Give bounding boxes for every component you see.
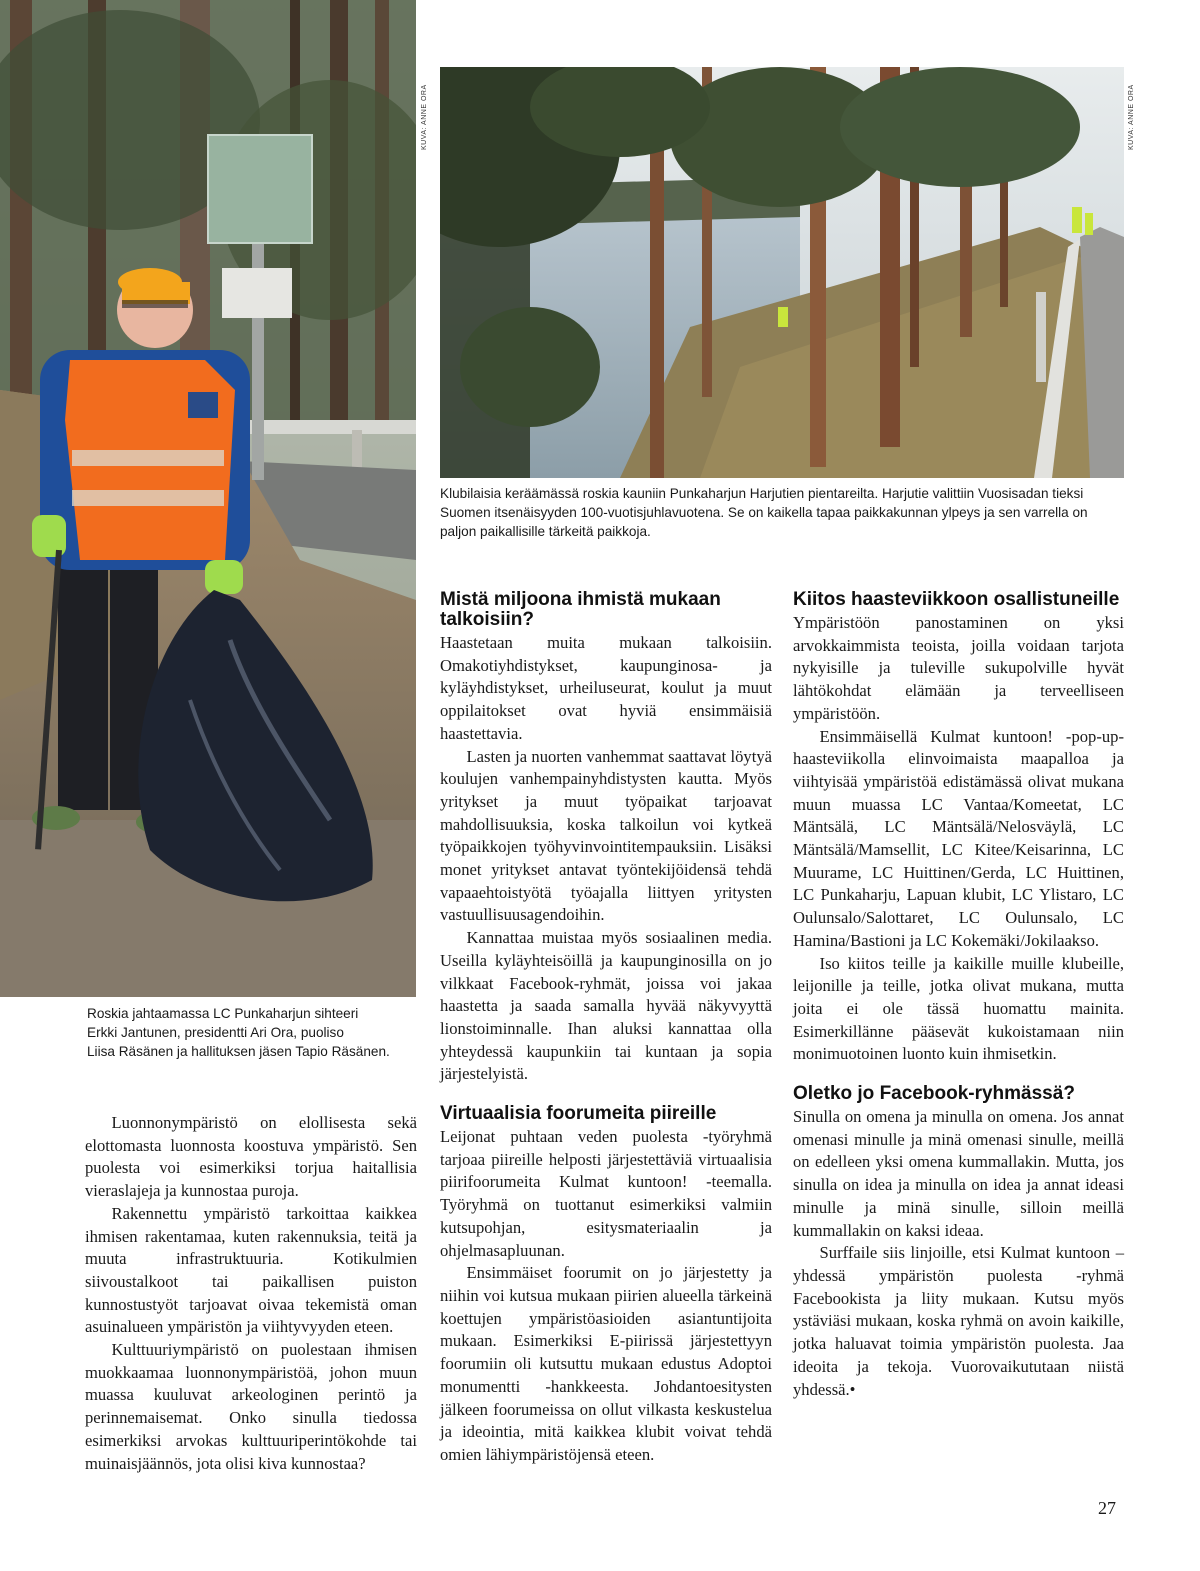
body-paragraph: Ympäristöön panostaminen on yksi arvokkaimmista teoista, joilla voidaan tarjota nykyisille ja tuleville sukupolville hyvät lähtökohdat elämään ja terveelliseen ympäristöön.: [793, 613, 1124, 723]
photo-credit-top: KUVA: ANNE ORA: [421, 84, 428, 150]
body-paragraph: Sinulla on omena ja minulla on omena. Jos annat omenasi minulle ja minä omenasi sinulle, meillä on edelleen yksi omena kummallakin. Mutta, jos sinulla on idea ja minulla on idea ja annat ideasi minulle ja minä sinulle, silloin meillä kummallakin on kaksi ideaa.: [793, 1107, 1124, 1240]
body-paragraph: Haastetaan muita mukaan talkoisiin. Omakotiyhdistykset, kaupunginosa- ja kyläyhdistykset, urheiluseurat, koulut ja muut oppilaitokset ovat hyviä ensimmäisiä haastettavia.: [440, 633, 772, 743]
body-paragraph: Luonnonympäristö on elollisesta sekä elottomasta luonnosta koostuva ympäristö. Sen puolesta voi esimerkiksi torjua haitallisia vieraslajeja ja kunnostaa puroja.: [85, 1113, 417, 1201]
caption-line: Roskia jahtaamassa LC Punkaharjun sihteeri: [87, 1006, 359, 1021]
body-paragraph: Ensimmäiset foorumit on jo järjestetty ja niihin voi kutsua mukaan piirien alueella tärkeinä koettujen ympäristöasioiden asiantuntijoita mukaan. Esimerkiksi E-piirissä järjestettyyn foorumiin oli kutsuttu mukaan edustus Adoptoi monumentti -hankkeesta. Johdantoesitysten jälkeen foorumeissa on ollut vilkasta keskustelua ja ideointia, mitä kaikkea klubit voivat tehdä omien lähiympäristöjensä eteen.: [440, 1263, 772, 1464]
caption-line: paljon paikallisille tärkeitä paikkoja.: [440, 524, 651, 539]
photo-volunteer-illustration: [0, 0, 416, 997]
caption-line: Liisa Räsänen ja hallituksen jäsen Tapio Räsänen.: [87, 1044, 390, 1059]
body-paragraph: Lasten ja nuorten vanhemmat saattavat löytyä koulujen vanhempainyhdistysten kautta. Myös yritykset ja muut työpaikat tarjoavat mahdollisuuksia, koska talkoilun voi kytkeä työpaikkojen työhyvinvointitempauksiin. Lisäksi monet yritykset antavat työntekijöidensä tehdä vapaaehtoistyötä työajalla liittyen yritysten vastuullisuusagendoihin.: [440, 746, 772, 925]
photo-harjutie-roadside: [440, 67, 1124, 478]
photo-volunteer-with-trash-bag: [0, 0, 416, 997]
photo-harjutie-illustration: [440, 67, 1124, 478]
caption-line: Klubilaisia keräämässä roskia kauniin Punkaharjun Harjutien pientareilta. Harjutie valittiin Vuosisadan tieksi: [440, 486, 1084, 501]
left-column: [85, 1112, 417, 1475]
page-number: 27: [1098, 1498, 1116, 1518]
caption-line: Erkki Jantunen, presidentti Ari Ora, puoliso: [87, 1025, 344, 1040]
caption-line: Suomen itsenäisyyden 100-vuotisjuhlavuotena. Se on kaikella tapaa paikkakunnan ylpeys ja sen varrella on: [440, 505, 1088, 520]
section-heading: Mistä miljoona ihmistä mukaan talkoisiin?: [440, 589, 721, 630]
body-paragraph: Rakennettu ympäristö tarkoittaa kaikkea ihmisen rakentamaa, kuten rakennuksia, teitä ja muuta infrastruktuuria. Kotikulmien siivoustalkoot tai paikallisen puiston kunnostustyöt tarjoavat oivaa tekemistä oman asuinalueen ympäristön ja viihtyvyyden eteen.: [85, 1203, 417, 1337]
caption-left-photo: [87, 1004, 390, 1061]
body-paragraph: Ensimmäisellä Kulmat kuntoon! -pop-up-haasteviikolla elinvoimaista maapalloa ja viihtyisää ympäristöä edistämässä olivat mukana muun muassa LC Vantaa/Komeetat, LC Mäntsälä, LC Mäntsälä/Nelosväylä, LC Mäntsälä/Mamsellit, LC Kitee/Keisarinna, LC Muurame, LC Huittinen/Gerda, LC Huittinen, LC Punkaharju, Lapuan klubit, LC Ylistaro, LC Oulunsalo/Salottaret, LC Oulunsalo, LC Hamina/Bastioni ja LC Kokemäki/Jokilaakso.: [793, 726, 1124, 950]
middle-column: [440, 590, 772, 1467]
photo-credit-right: KUVA: ANNE ORA: [1128, 84, 1135, 150]
body-paragraph: Leijonat puhtaan veden puolesta -työryhmä tarjoaa piireille helposti järjestettäviä virtuaalisia piirifoorumeita Kulmat kuntoon! -teemalla. Työryhmä on tuottanut esimerkiksi valmiin kutsupohjan, esitysmateriaalin ja ohjelmasapluunan.: [440, 1127, 772, 1260]
body-paragraph: Iso kiitos teille ja kaikille muille klubeille, leijonille ja teille, jotka olivat mukana, mutta joita ei ole tässä huomattu mainita. Esimerkillänne pääsevät kukoistamaan niin monimuotoinen luonto kuin ihmisetkin.: [793, 953, 1124, 1064]
body-paragraph: Kulttuuriympäristö on puolestaan ihmisen muokkaamaa luonnonympäristöä, johon muun muassa kuuluvat arkeologinen perintö ja perinnemaisemat. Onko sinulla tiedossa esimerkiksi arvokas kulttuuriperintökohde tai muinaisjäännös, jota olisi kiva kunnostaa?: [85, 1340, 417, 1473]
right-column: [793, 590, 1124, 1401]
caption-top-photo: [440, 484, 1088, 541]
section-heading: Virtuaalisia foorumeita piireille: [440, 1103, 717, 1125]
section-heading: Oletko jo Facebook-ryhmässä?: [793, 1083, 1075, 1105]
body-paragraph: Surffaile siis linjoille, etsi Kulmat kuntoon – yhdessä ympäristön puolesta -ryhmä Facebookista ja liity mukaan. Kutsu myös ystäviäsi mukaan, koska ryhmä on avoin kaikille, jotka haluavat toimia ympäristön puolesta. Jaa ideoita ja tekoja. Vuorovaikututaan niistä yhdessä.•: [793, 1243, 1124, 1399]
body-paragraph: Kannattaa muistaa myös sosiaalinen media. Useilla kyläyhteisöillä ja kaupunginosilla on jo vilkkaat Facebook-ryhmät, joissa voi jakaa haastetta ja saada samalla hyvää näkyvyyttä lionstoiminnalle. Ihan aluksi kannattaa olla yhteydessä kaupunkiin tai kuntaan ja sopia järjestelyistä.: [440, 928, 772, 1084]
section-heading: Kiitos haasteviikkoon osallistuneille: [793, 589, 1120, 610]
